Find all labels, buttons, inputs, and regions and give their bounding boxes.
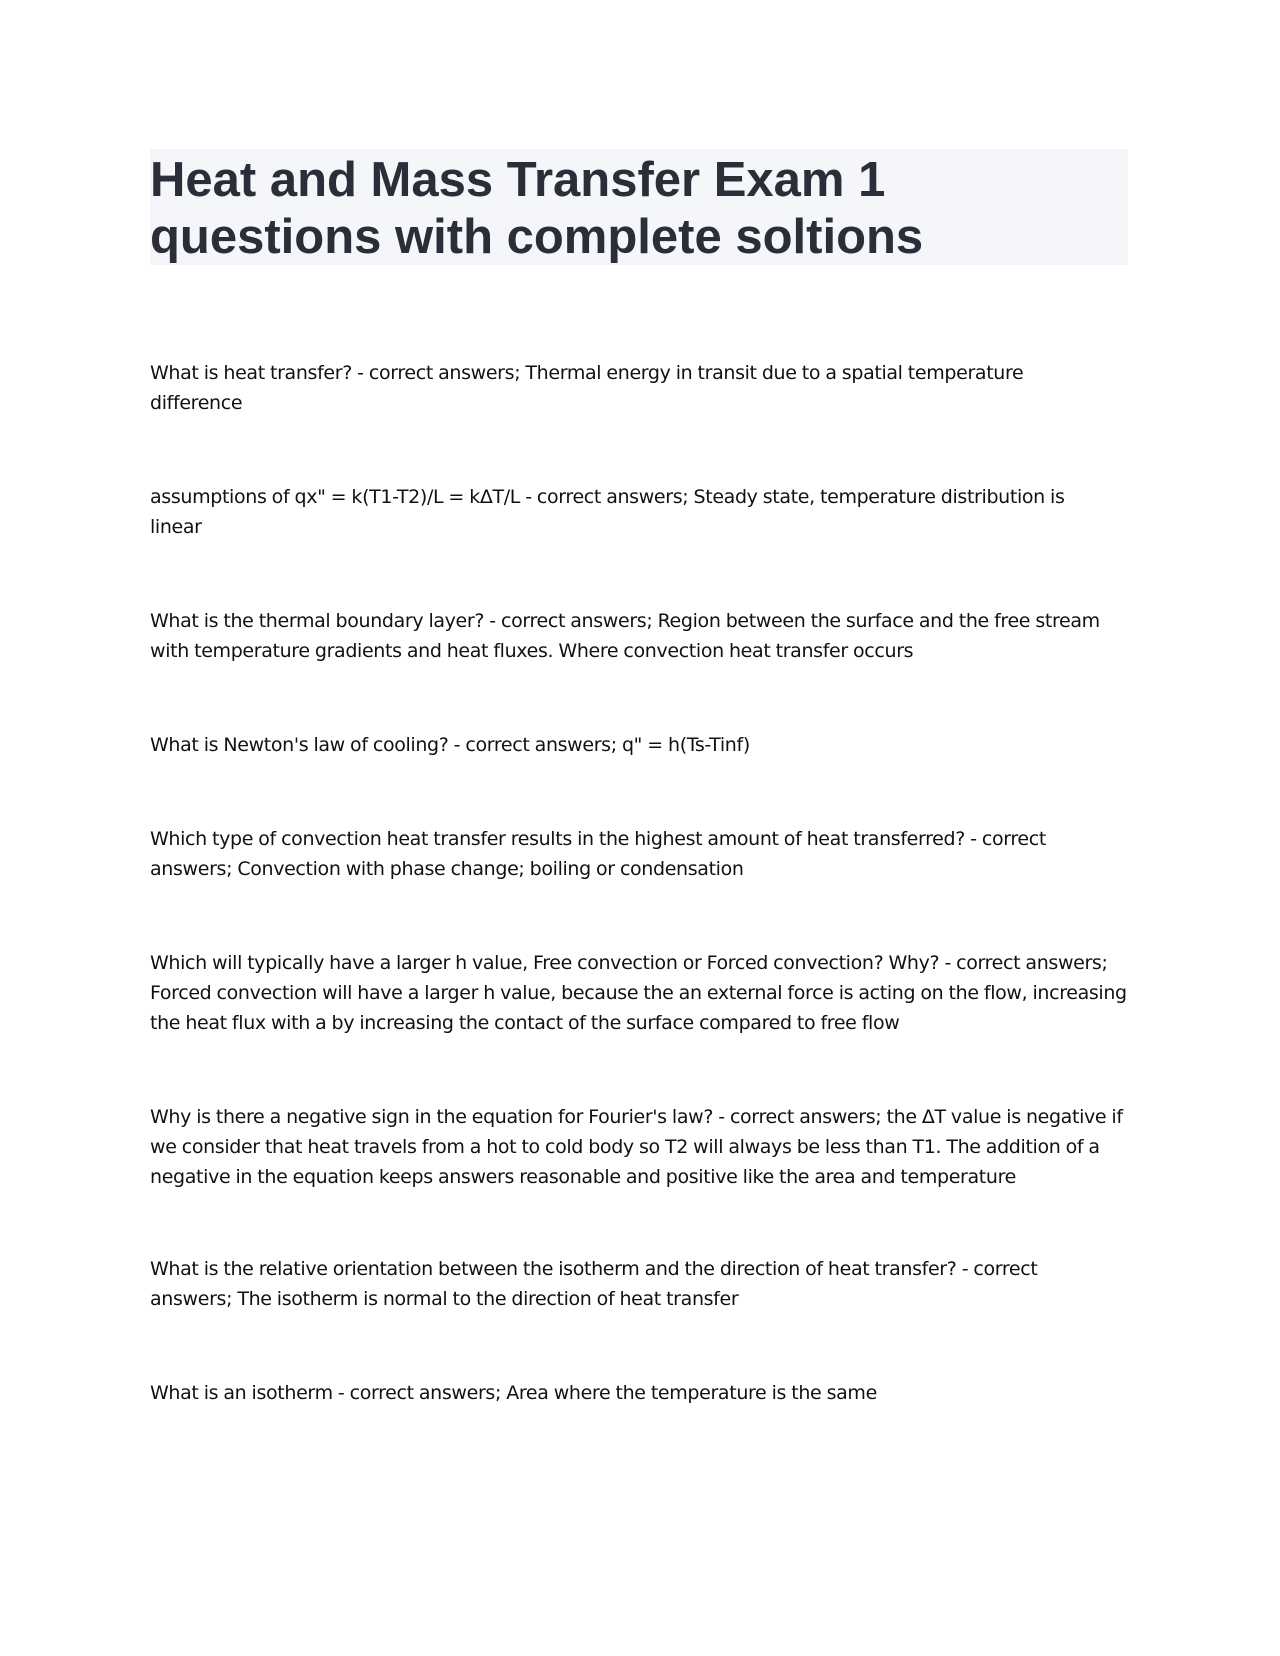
qa-item-9: What is an isotherm - correct answers; Area where the temperature is the same [150, 1382, 877, 1404]
qa-item-8: What is the relative orientation between the isotherm and the direction of heat transfer? - correct answers; The isotherm is normal to the direction of heat transfer [150, 1258, 1038, 1310]
qa-item-1: What is heat transfer? - correct answers; Thermal energy in transit due to a spatial temperature difference [150, 362, 1024, 414]
qa-item-6: Which will typically have a larger h value, Free convection or Forced convection? Why? - correct answers; Forced convection will have a larger h value, because the an external force is acting on the flow, increasing the heat flux with a by increasing the contact of the surface compared to free flow [150, 952, 1127, 1034]
qa-item-3: What is the thermal boundary layer? - correct answers; Region between the surface and the free stream with temperature gradients and heat fluxes. Where convection heat transfer occurs [150, 610, 1100, 662]
qa-item-5: Which type of convection heat transfer results in the highest amount of heat transferred? - correct answers; Convection with phase change; boiling or condensation [150, 828, 1046, 880]
qa-item-7: Why is there a negative sign in the equation for Fourier's law? - correct answers; the ΔT value is negative if we consider that heat travels from a hot to cold body so T2 will always be less than T1. The addition of a negative in the equation keeps answers reasonable and positive like the area and temperature [150, 1106, 1123, 1188]
document-title: Heat and Mass Transfer Exam 1 questions with complete soltions [150, 153, 924, 264]
title-block [150, 149, 1128, 265]
qa-item-4: What is Newton's law of cooling? - correct answers; q" = h(Ts-Tinf) [150, 734, 750, 756]
qa-item-2: assumptions of qx" = k(T1-T2)/L = kΔT/L - correct answers; Steady state, temperature distribution is linear [150, 486, 1065, 538]
